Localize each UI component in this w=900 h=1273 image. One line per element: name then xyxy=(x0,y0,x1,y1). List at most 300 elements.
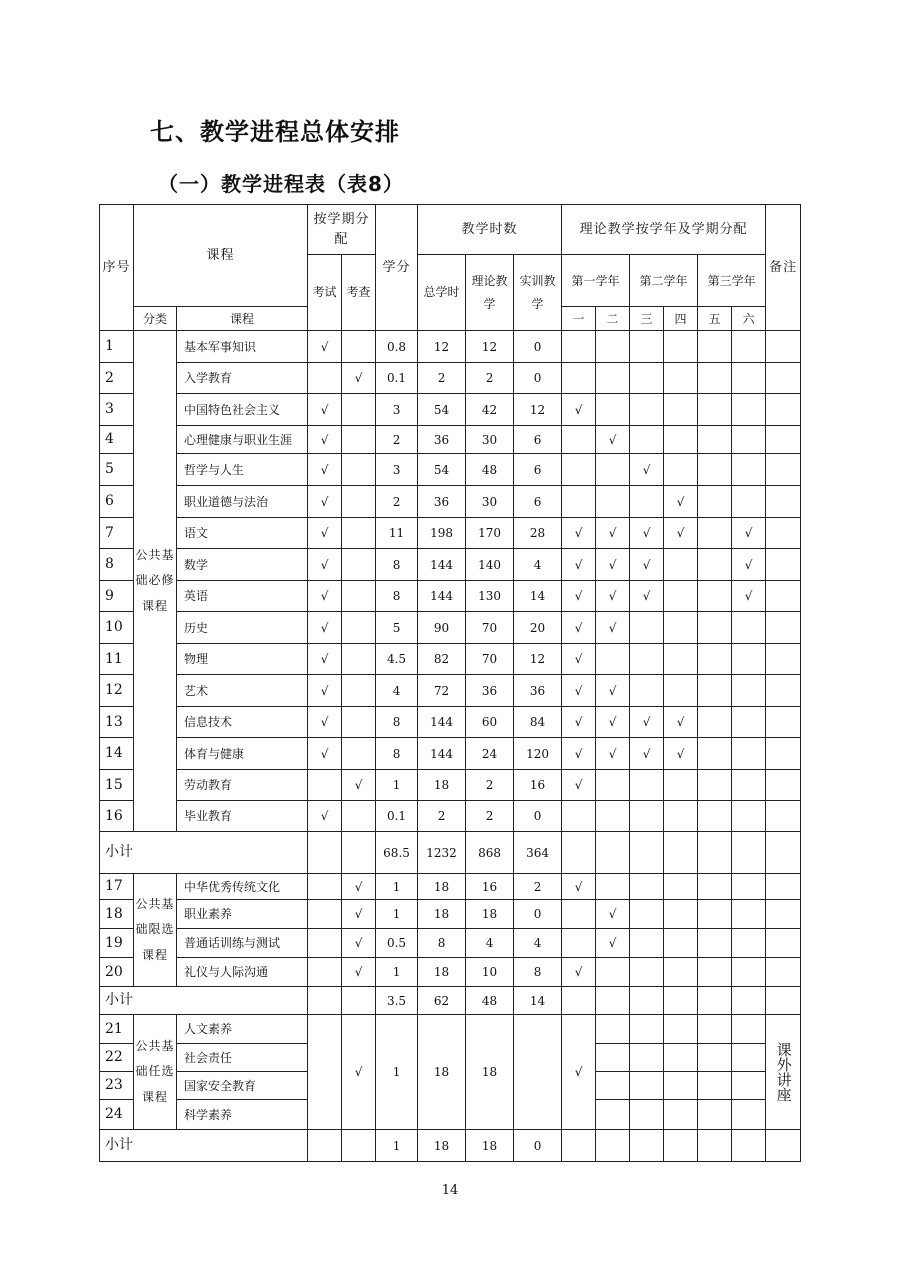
course-name-cell: 中华优秀传统文化 xyxy=(177,874,308,900)
remark-cell xyxy=(766,874,801,900)
term-cell: √ xyxy=(630,707,664,738)
term-cell xyxy=(732,958,766,987)
practice-hours-cell: 364 xyxy=(514,832,562,874)
term-cell xyxy=(664,958,698,987)
exam-cell: √ xyxy=(308,738,342,770)
practice-hours-cell: 6 xyxy=(514,454,562,486)
term-cell: √ xyxy=(562,874,596,900)
table-row xyxy=(100,454,801,486)
theory-hours-cell: 48 xyxy=(466,454,514,486)
total-hours-cell: 18 xyxy=(418,900,466,929)
total-hours-cell: 2 xyxy=(418,801,466,832)
term-cell xyxy=(698,929,732,958)
term-cell xyxy=(630,644,664,675)
exam-cell: √ xyxy=(308,612,342,644)
header-theory: 理论教学 xyxy=(466,255,514,331)
term-cell xyxy=(698,958,732,987)
table-row xyxy=(100,900,801,929)
check-cell: √ xyxy=(342,770,376,801)
exam-cell: √ xyxy=(308,394,342,426)
term-cell xyxy=(562,331,596,363)
header-check: 考查 xyxy=(342,255,376,331)
check-cell xyxy=(342,454,376,486)
remark-cell xyxy=(766,426,801,454)
table-row xyxy=(100,929,801,958)
exam-cell: √ xyxy=(308,454,342,486)
seq-cell: 15 xyxy=(100,770,134,801)
course-name-cell: 语文 xyxy=(177,518,308,549)
header-year2: 第二学年 xyxy=(630,255,698,307)
seq-cell: 5 xyxy=(100,454,134,486)
term-cell xyxy=(732,987,766,1015)
term-cell xyxy=(630,426,664,454)
check-cell xyxy=(342,675,376,707)
term-cell xyxy=(698,1100,732,1130)
term-cell xyxy=(664,929,698,958)
term-cell: √ xyxy=(630,738,664,770)
total-hours-cell: 54 xyxy=(418,454,466,486)
term-cell xyxy=(698,394,732,426)
credits-cell: 8 xyxy=(376,581,418,612)
term-cell xyxy=(562,363,596,394)
term-cell: √ xyxy=(562,612,596,644)
term-cell xyxy=(562,486,596,518)
term-cell xyxy=(562,801,596,832)
term-cell xyxy=(630,486,664,518)
check-cell: √ xyxy=(342,958,376,987)
term-cell xyxy=(664,1130,698,1162)
credits-cell: 1 xyxy=(376,1130,418,1162)
term-cell xyxy=(664,581,698,612)
remark-cell xyxy=(766,801,801,832)
exam-cell xyxy=(308,874,342,900)
term-cell xyxy=(664,394,698,426)
remark-cell xyxy=(766,929,801,958)
check-cell xyxy=(342,426,376,454)
course-name-cell: 人文素养 xyxy=(177,1015,308,1044)
check-cell xyxy=(342,707,376,738)
course-name-cell: 数学 xyxy=(177,549,308,581)
total-hours-cell: 72 xyxy=(418,675,466,707)
header-term-1: 一 xyxy=(562,307,596,331)
term-cell xyxy=(596,644,630,675)
course-name-cell: 历史 xyxy=(177,612,308,644)
header-category: 分类 xyxy=(134,307,177,331)
term-cell xyxy=(698,900,732,929)
table-row xyxy=(100,770,801,801)
term-cell xyxy=(562,454,596,486)
exam-cell xyxy=(308,900,342,929)
term-cell xyxy=(596,363,630,394)
practice-hours-cell xyxy=(514,1015,562,1130)
practice-hours-cell: 16 xyxy=(514,770,562,801)
term-cell xyxy=(596,394,630,426)
theory-hours-cell: 18 xyxy=(466,1015,514,1130)
total-hours-cell: 18 xyxy=(418,874,466,900)
header-total-hours: 总学时 xyxy=(418,255,466,331)
term-cell xyxy=(562,987,596,1015)
check-cell xyxy=(342,394,376,426)
practice-hours-cell: 8 xyxy=(514,958,562,987)
table-row xyxy=(100,675,801,707)
seq-cell: 7 xyxy=(100,518,134,549)
term-cell xyxy=(630,1100,664,1130)
credits-cell: 0.8 xyxy=(376,331,418,363)
practice-hours-cell: 4 xyxy=(514,929,562,958)
theory-hours-cell: 130 xyxy=(466,581,514,612)
subtotal-row xyxy=(100,1130,801,1162)
term-cell xyxy=(596,1100,630,1130)
remark-cell xyxy=(766,394,801,426)
check-cell xyxy=(342,612,376,644)
course-name-cell: 信息技术 xyxy=(177,707,308,738)
total-hours-cell: 12 xyxy=(418,331,466,363)
practice-hours-cell: 0 xyxy=(514,801,562,832)
header-term-6: 六 xyxy=(732,307,766,331)
header-year3: 第三学年 xyxy=(698,255,766,307)
total-hours-cell: 18 xyxy=(418,958,466,987)
term-cell xyxy=(664,1044,698,1072)
term-cell: √ xyxy=(596,929,630,958)
term-cell xyxy=(664,1015,698,1044)
theory-hours-cell: 30 xyxy=(466,426,514,454)
check-cell: √ xyxy=(342,900,376,929)
remark-cell xyxy=(766,900,801,929)
term-cell xyxy=(732,874,766,900)
course-name-cell: 劳动教育 xyxy=(177,770,308,801)
header-term-4: 四 xyxy=(664,307,698,331)
total-hours-cell: 36 xyxy=(418,426,466,454)
header-term-2: 二 xyxy=(596,307,630,331)
table-row xyxy=(100,801,801,832)
seq-cell: 12 xyxy=(100,675,134,707)
check-cell xyxy=(342,987,376,1015)
theory-hours-cell: 48 xyxy=(466,987,514,1015)
term-cell xyxy=(698,363,732,394)
theory-hours-cell: 70 xyxy=(466,612,514,644)
table-row xyxy=(100,518,801,549)
seq-cell: 6 xyxy=(100,486,134,518)
total-hours-cell: 90 xyxy=(418,612,466,644)
header-credits: 学分 xyxy=(376,205,418,331)
term-cell xyxy=(698,832,732,874)
term-cell xyxy=(698,331,732,363)
course-name-cell: 职业素养 xyxy=(177,900,308,929)
term-cell xyxy=(630,832,664,874)
seq-cell: 23 xyxy=(100,1072,134,1100)
theory-hours-cell: 2 xyxy=(466,770,514,801)
header-seq: 序号 xyxy=(100,205,134,331)
credits-cell: 0.1 xyxy=(376,801,418,832)
remark-cell xyxy=(766,832,801,874)
theory-hours-cell: 70 xyxy=(466,644,514,675)
check-cell xyxy=(342,331,376,363)
seq-cell: 9 xyxy=(100,581,134,612)
practice-hours-cell: 0 xyxy=(514,1130,562,1162)
seq-cell: 10 xyxy=(100,612,134,644)
course-name-cell: 基本军事知识 xyxy=(177,331,308,363)
seq-cell: 24 xyxy=(100,1100,134,1130)
credits-cell: 8 xyxy=(376,738,418,770)
exam-cell xyxy=(308,832,342,874)
exam-cell xyxy=(308,363,342,394)
term-cell: √ xyxy=(596,426,630,454)
practice-hours-cell: 36 xyxy=(514,675,562,707)
term-cell xyxy=(664,612,698,644)
category-cell: 公共基础限选课程 xyxy=(134,874,177,987)
term-cell xyxy=(698,1015,732,1044)
seq-cell: 16 xyxy=(100,801,134,832)
term-cell xyxy=(630,363,664,394)
term-cell xyxy=(630,1015,664,1044)
term-cell xyxy=(596,454,630,486)
category-cell: 公共基础必修课程 xyxy=(134,331,177,832)
term-cell: √ xyxy=(630,454,664,486)
remark-cell xyxy=(766,549,801,581)
credits-cell: 1 xyxy=(376,874,418,900)
practice-hours-cell: 28 xyxy=(514,518,562,549)
credits-cell: 68.5 xyxy=(376,832,418,874)
term-cell: √ xyxy=(562,644,596,675)
check-cell: √ xyxy=(342,874,376,900)
term-cell xyxy=(698,426,732,454)
header-term-dist: 理论教学按学年及学期分配 xyxy=(562,205,766,255)
header-exam-dist: 按学期分配 xyxy=(308,205,376,255)
term-cell: √ xyxy=(664,486,698,518)
page-number: 14 xyxy=(441,1183,459,1198)
term-cell xyxy=(630,801,664,832)
credits-cell: 3 xyxy=(376,454,418,486)
term-cell xyxy=(698,801,732,832)
term-cell xyxy=(698,738,732,770)
course-name-cell: 体育与健康 xyxy=(177,738,308,770)
term-cell: √ xyxy=(630,549,664,581)
exam-cell: √ xyxy=(308,644,342,675)
term-cell xyxy=(698,612,732,644)
total-hours-cell: 36 xyxy=(418,486,466,518)
credits-cell: 2 xyxy=(376,426,418,454)
term-cell xyxy=(698,1072,732,1100)
course-name-cell: 入学教育 xyxy=(177,363,308,394)
check-cell xyxy=(342,738,376,770)
course-name-cell: 艺术 xyxy=(177,675,308,707)
term-cell xyxy=(596,1072,630,1100)
credits-cell: 4 xyxy=(376,675,418,707)
term-cell: √ xyxy=(562,394,596,426)
term-cell xyxy=(698,675,732,707)
practice-hours-cell: 0 xyxy=(514,363,562,394)
credits-cell: 1 xyxy=(376,900,418,929)
term-cell xyxy=(596,1130,630,1162)
check-cell: √ xyxy=(342,1015,376,1130)
term-cell xyxy=(732,612,766,644)
term-cell xyxy=(698,486,732,518)
term-cell xyxy=(732,454,766,486)
term-cell xyxy=(596,874,630,900)
total-hours-cell: 1232 xyxy=(418,832,466,874)
remark-cell xyxy=(766,707,801,738)
table-row xyxy=(100,486,801,518)
check-cell xyxy=(342,581,376,612)
course-name-cell: 哲学与人生 xyxy=(177,454,308,486)
course-name-cell: 物理 xyxy=(177,644,308,675)
term-cell xyxy=(664,1072,698,1100)
term-cell: √ xyxy=(732,518,766,549)
term-cell xyxy=(596,770,630,801)
term-cell: √ xyxy=(664,738,698,770)
term-cell xyxy=(630,929,664,958)
term-cell xyxy=(596,1044,630,1072)
term-cell xyxy=(698,1044,732,1072)
credits-cell: 2 xyxy=(376,486,418,518)
remark-cell xyxy=(766,987,801,1015)
term-cell xyxy=(732,363,766,394)
credits-cell: 0.1 xyxy=(376,363,418,394)
table-row xyxy=(100,958,801,987)
header-exam: 考试 xyxy=(308,255,342,331)
seq-cell: 2 xyxy=(100,363,134,394)
header-course-group: 课程 xyxy=(134,205,308,307)
practice-hours-cell: 6 xyxy=(514,426,562,454)
term-cell xyxy=(732,738,766,770)
remark-cell xyxy=(766,958,801,987)
check-cell: √ xyxy=(342,363,376,394)
header-remark: 备注 xyxy=(766,205,801,331)
course-name-cell: 心理健康与职业生涯 xyxy=(177,426,308,454)
remark-cell xyxy=(766,612,801,644)
term-cell xyxy=(698,454,732,486)
term-cell xyxy=(664,832,698,874)
term-cell xyxy=(596,832,630,874)
term-cell xyxy=(596,486,630,518)
term-cell: √ xyxy=(562,581,596,612)
term-cell xyxy=(698,1130,732,1162)
total-hours-cell: 198 xyxy=(418,518,466,549)
term-cell xyxy=(732,1015,766,1044)
term-cell: √ xyxy=(562,549,596,581)
credits-cell: 3.5 xyxy=(376,987,418,1015)
remark-cell xyxy=(766,454,801,486)
term-cell: √ xyxy=(664,707,698,738)
term-cell xyxy=(664,363,698,394)
term-cell xyxy=(596,801,630,832)
term-cell xyxy=(732,801,766,832)
table-row xyxy=(100,426,801,454)
seq-cell: 21 xyxy=(100,1015,134,1044)
remark-cell: 课外讲座 xyxy=(766,1015,801,1130)
theory-hours-cell: 12 xyxy=(466,331,514,363)
term-cell: √ xyxy=(596,900,630,929)
theory-hours-cell: 60 xyxy=(466,707,514,738)
term-cell xyxy=(630,987,664,1015)
term-cell xyxy=(630,1072,664,1100)
check-cell xyxy=(342,549,376,581)
seq-cell: 22 xyxy=(100,1044,134,1072)
term-cell xyxy=(732,770,766,801)
seq-cell: 4 xyxy=(100,426,134,454)
term-cell: √ xyxy=(630,518,664,549)
term-cell xyxy=(562,929,596,958)
practice-hours-cell: 6 xyxy=(514,486,562,518)
theory-hours-cell: 140 xyxy=(466,549,514,581)
seq-cell: 3 xyxy=(100,394,134,426)
header-course: 课程 xyxy=(177,307,308,331)
credits-cell: 8 xyxy=(376,549,418,581)
practice-hours-cell: 84 xyxy=(514,707,562,738)
term-cell xyxy=(664,770,698,801)
theory-hours-cell: 36 xyxy=(466,675,514,707)
seq-cell: 17 xyxy=(100,874,134,900)
term-cell xyxy=(664,987,698,1015)
term-cell xyxy=(698,549,732,581)
exam-cell: √ xyxy=(308,486,342,518)
table-row xyxy=(100,644,801,675)
exam-cell: √ xyxy=(308,426,342,454)
seq-cell: 11 xyxy=(100,644,134,675)
term-cell: √ xyxy=(562,1015,596,1130)
term-cell xyxy=(630,1130,664,1162)
term-cell xyxy=(596,331,630,363)
term-cell xyxy=(664,801,698,832)
theory-hours-cell: 2 xyxy=(466,363,514,394)
term-cell: √ xyxy=(596,549,630,581)
check-cell xyxy=(342,486,376,518)
credits-cell: 1 xyxy=(376,1015,418,1130)
exam-cell: √ xyxy=(308,707,342,738)
course-name-cell: 职业道德与法治 xyxy=(177,486,308,518)
exam-cell xyxy=(308,1015,342,1130)
remark-cell xyxy=(766,770,801,801)
exam-cell: √ xyxy=(308,581,342,612)
course-name-cell: 礼仪与人际沟通 xyxy=(177,958,308,987)
course-name-cell: 普通话训练与测试 xyxy=(177,929,308,958)
remark-cell xyxy=(766,518,801,549)
check-cell: √ xyxy=(342,929,376,958)
term-cell: √ xyxy=(596,518,630,549)
remark-cell xyxy=(766,486,801,518)
term-cell xyxy=(630,958,664,987)
header-year1: 第一学年 xyxy=(562,255,630,307)
total-hours-cell: 8 xyxy=(418,929,466,958)
header-term-3: 三 xyxy=(630,307,664,331)
seq-cell: 14 xyxy=(100,738,134,770)
term-cell xyxy=(732,644,766,675)
remark-cell xyxy=(766,1130,801,1162)
table-row xyxy=(100,549,801,581)
theory-hours-cell: 170 xyxy=(466,518,514,549)
theory-hours-cell: 10 xyxy=(466,958,514,987)
remark-cell xyxy=(766,581,801,612)
term-cell xyxy=(630,675,664,707)
theory-hours-cell: 18 xyxy=(466,900,514,929)
header-practice: 实训教学 xyxy=(514,255,562,331)
term-cell xyxy=(562,900,596,929)
remark-cell xyxy=(766,738,801,770)
term-cell: √ xyxy=(562,675,596,707)
table-row xyxy=(100,581,801,612)
term-cell xyxy=(664,549,698,581)
term-cell: √ xyxy=(562,707,596,738)
practice-hours-cell: 12 xyxy=(514,394,562,426)
credits-cell: 1 xyxy=(376,770,418,801)
check-cell xyxy=(342,518,376,549)
term-cell xyxy=(630,874,664,900)
exam-cell: √ xyxy=(308,801,342,832)
remark-cell xyxy=(766,644,801,675)
term-cell xyxy=(562,1130,596,1162)
theory-hours-cell: 42 xyxy=(466,394,514,426)
theory-hours-cell: 868 xyxy=(466,832,514,874)
